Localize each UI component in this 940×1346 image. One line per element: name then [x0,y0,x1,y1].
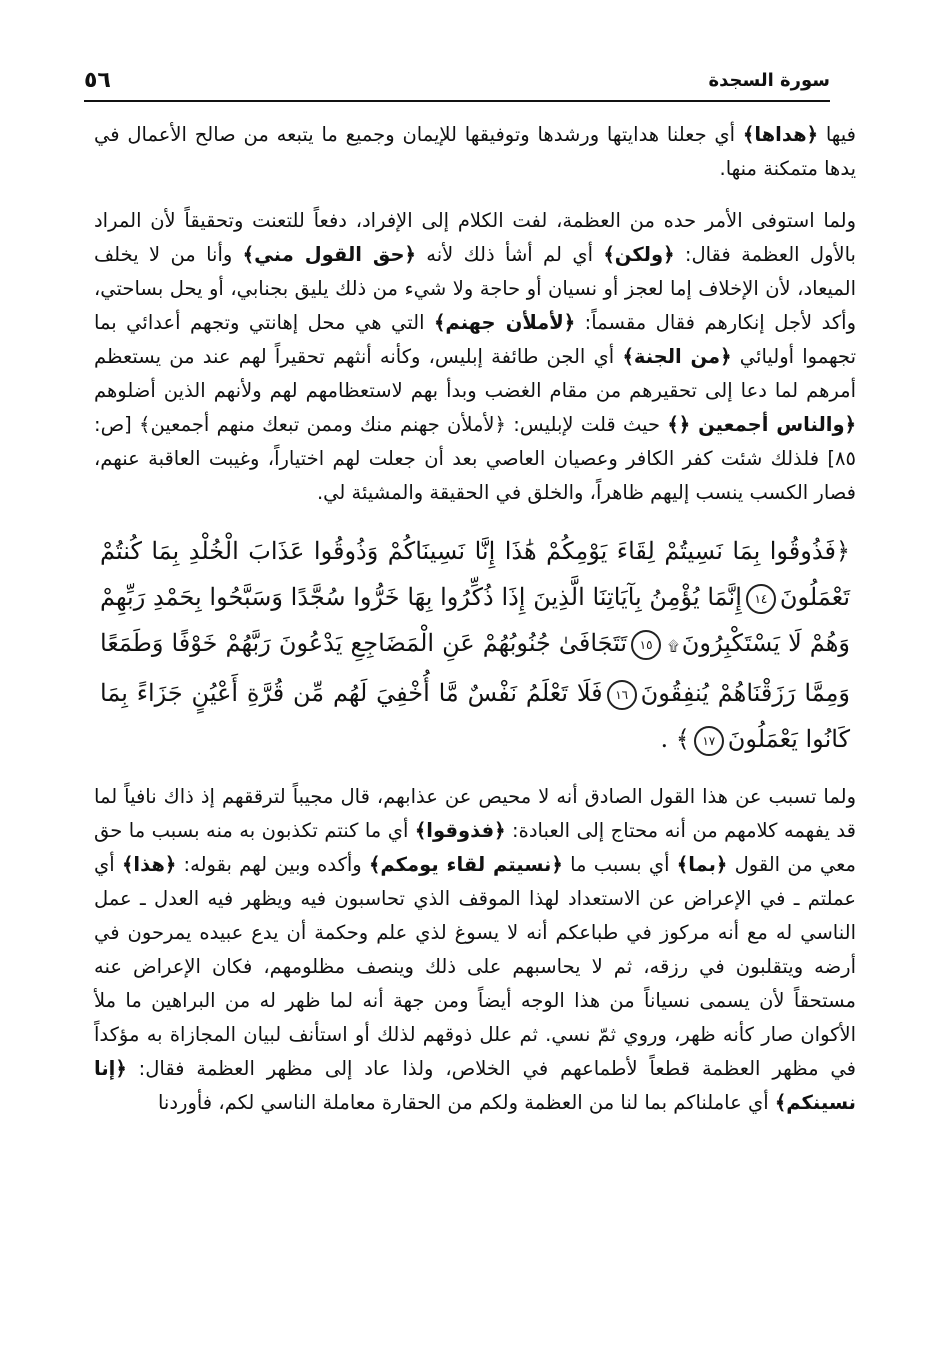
text-run: أي عملتم ـ في الإعراض عن الاستعداد لهذا الموقف الذي تحاسبون فيه ويظهر فيه العدل ـ عمل الناسي له مع أنه مركوز في طباعكم أنه لا يسوغ لذي علم وحكمة أن يدع عبيده يمرحون في أرضه ويتقلبون في رزقه، ثم لا يحاسبهم على ذلك وينصف مظلومهم، فكان الإعراض عنه مستحقاً لأن يسمى نسياناً من هذا الوجه أيضاً ومن جهة أنه لما ظهر له من البراهين ما ملأ الأكوان صار كأنه ظهر، وروي ثمّ نسي. ثم علل ذوقهم لذلك أو استأنف لبيان المجازاة به مؤكداً في مظهر العظمة قطعاً لأطماعهم في الخلاص، ولذا عاد إلى مظهر العظمة فقال: [94,853,856,1080]
text-run: أي بسبب ما [562,853,677,876]
quote-term: ﴿حق القول مني﴾ [242,243,416,266]
text-run: فيها [818,123,856,146]
quote-term: ﴿لأملأن جهنم﴾ [434,311,576,334]
verse-number-marker: ١٧ [694,726,724,756]
text-run: التي هي محل إهانتي وتجهم أعدائي بما تجهموا أوليائي [94,311,857,368]
page-number: ٥٦ [84,67,111,93]
text-run: أي جعلنا هدايتها ورشدها وتوفيقها للإيمان وجميع ما يتبعه من صالح الأعمال في يدها متمكنة منها. [94,123,856,180]
verse-text: فَلَا تَعْلَمُ نَفْسٌ مَّا أُخْفِيَ لَهُم مِّن قُرَّةِ أَعْيُنٍ جَزَاءً بِمَا كَانُوا يَعْمَلُونَ [100,679,850,753]
verse-number-marker: ١٥ [631,630,661,660]
page-header [84,60,830,102]
text-run: أي الجن طائفة إبليس، وكأنه أنثهم تحقيراً لهم عند من يستعظم أمرهم لما دعا إلى تحقيرهم من مقام الغضب وبدأ بهم لاستعظامهم لهم ولأنهم الذين أضلوهم [94,345,856,402]
quote-term: ﴿فذوقوا﴾ [414,819,506,842]
paragraph-spacer [94,762,856,780]
quran-verses [94,528,856,762]
quote-term: ﴿هذا﴾ [121,853,177,876]
quote-term: ﴿إنا نسينكم﴾ [94,1057,856,1114]
paragraph-1 [94,118,856,186]
text-run: أي عاملناكم بما لنا من العظمة ولكم من الحقارة معاملة الناسي لكم، فأوردنا [157,1091,775,1114]
quote-term: ﴿بما﴾ [676,853,728,876]
quote-term: ﴿والناس أجمعين ﴿﴾ [667,413,856,436]
text-run: وأكده وبين لهم بقوله: [176,853,369,876]
quote-term: ﴿من الجنة﴾ [622,345,732,368]
verse-number-marker: ١٦ [607,680,637,710]
verse-text: فَذُوقُوا بِمَا نَسِيتُمْ لِقَاءَ يَوْمِكُمْ هَٰذَا إِنَّا نَسِينَاكُمْ وَذُوقُوا عَذَابَ الْخُلْدِ بِمَا كُنتُمْ تَعْمَلُونَ [100,537,850,611]
text-run: ولما استوفى الأمر حده من العظمة، لفت الكلام إلى الإفراد، دفعاً للتعنت وتحقيقاً لأن المراد بالأول العظمة فقال: [94,209,856,266]
text-run: وأنا من لا يخلف الميعاد، لأن الإخلاف إما لعجز أو نسيان أو حاجة ولا شيء من ذلك يليق بجنابي، أو يحل بساحتي، وأكد لأجل إنكارهم فقال مقسماً: [94,243,856,334]
quote-term: ﴿هداها﴾ [742,123,819,146]
quote-term: ﴿ولكن﴾ [603,243,675,266]
paragraph-spacer [94,510,856,528]
paragraph-3 [94,780,856,1120]
paragraph-2 [94,204,856,510]
ornate-bracket: ﴾ . [660,725,690,753]
page-body [94,118,856,1120]
sajda-icon: ۩ [668,639,679,655]
text-run: أي لم أشأ ذلك لأنه [415,243,604,266]
text-run: أي ما كنتم تكذبون به منه بسبب ما حق معي من القول [94,819,856,876]
ornate-bracket: ﴿ [835,537,850,565]
text-run: حيث قلت لإبليس: ﴿لأملأن جهنم منك وممن تبعك منهم أجمعين﴾ [ص: ٨٥] فلذلك شئت كفر الكافر وعصيان العاصي بعد أن جعلت لهم اختياراً، وغيبت العاقبة عنهم، فصار الكسب ينسب إليهم ظاهراً، والخلق في الحقيقة والمشيئة لي. [94,413,856,504]
surah-title: سورة السجدة [708,69,830,91]
verse-text: تَتَجَافَىٰ جُنُوبُهُمْ عَنِ الْمَضَاجِعِ يَدْعُونَ رَبَّهُمْ خَوْفًا وَطَمَعًا وَمِمَّا رَزَقْنَاهُمْ يُنفِقُونَ [100,629,851,707]
text-run: ولما تسبب عن هذا القول الصادق أنه لا محيص عن عذابهم، قال مجيباً لترققهم إذ ذاك نافياً لما قد يفهمه كلامهم من أنه محتاج إلى العبادة: [94,785,856,842]
verse-text: إِنَّمَا يُؤْمِنُ بِآيَاتِنَا الَّذِينَ إِذَا ذُكِّرُوا بِهَا خَرُّوا سُجَّدًا وَسَبَّحُوا بِحَمْدِ رَبِّهِمْ وَهُمْ لَا يَسْتَكْبِرُونَ [100,583,850,657]
quote-term: ﴿نسيتم لقاء يومكم﴾ [368,853,563,876]
verse-number-marker: ١٤ [746,584,776,614]
paragraph-spacer [94,186,856,204]
